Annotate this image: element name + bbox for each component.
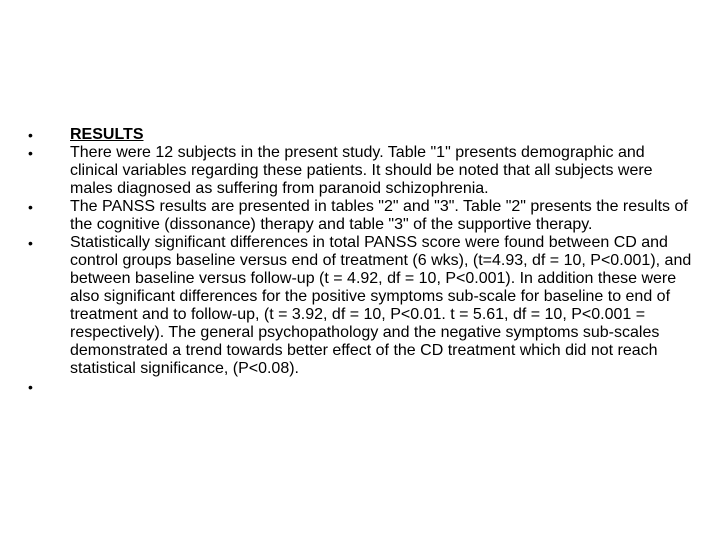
bullet-dot-icon: • (28, 145, 33, 161)
bullet-item-empty (28, 378, 693, 396)
subjects-paragraph: There were 12 subjects in the present study. Table "1" presents demographic and clinical variables regarding these patients. It should be noted that all subjects were males diagnosed as suffering from paranoid schizophrenia. (70, 144, 653, 197)
bullet-dot-icon: • (28, 199, 33, 215)
bullet-dot-icon: • (28, 235, 33, 251)
bullet-dot-icon: • (28, 379, 33, 395)
bullet-item-results-heading (28, 126, 693, 144)
statistics-paragraph: Statistically significant differences in total PANSS score were found between CD and control groups baseline versus end of treatment (6 wks), (t=4.93, df = 10, P<0.001), and between baseline versus follow‑up (t = 4.92, df = 10, P<0.001). In addition these were also significant differences for the positive symptoms sub‑scale for baseline to end of treatment and to follow‑up, (t = 3.92, df = 10, P<0.01. t = 5.61, df = 10, P<0.001 = respectively). The general psychopathology and the negative symptoms sub‑scales demonstrated a trend towards better effect of the CD treatment which did not reach statistical significance, (P<0.08). (70, 234, 692, 377)
bullet-item-subjects (28, 144, 693, 198)
bullet-dot-icon: • (28, 127, 33, 143)
panss-tables-paragraph: The PANSS results are presented in tables "2" and "3". Table "2" presents the results of the cognitive (dissonance) therapy and table "3" of the supportive therapy. (70, 198, 688, 233)
bullet-list (28, 126, 693, 396)
bullet-item-statistics (28, 234, 693, 378)
bullet-item-panss-tables (28, 198, 693, 234)
results-heading: RESULTS (70, 126, 144, 143)
